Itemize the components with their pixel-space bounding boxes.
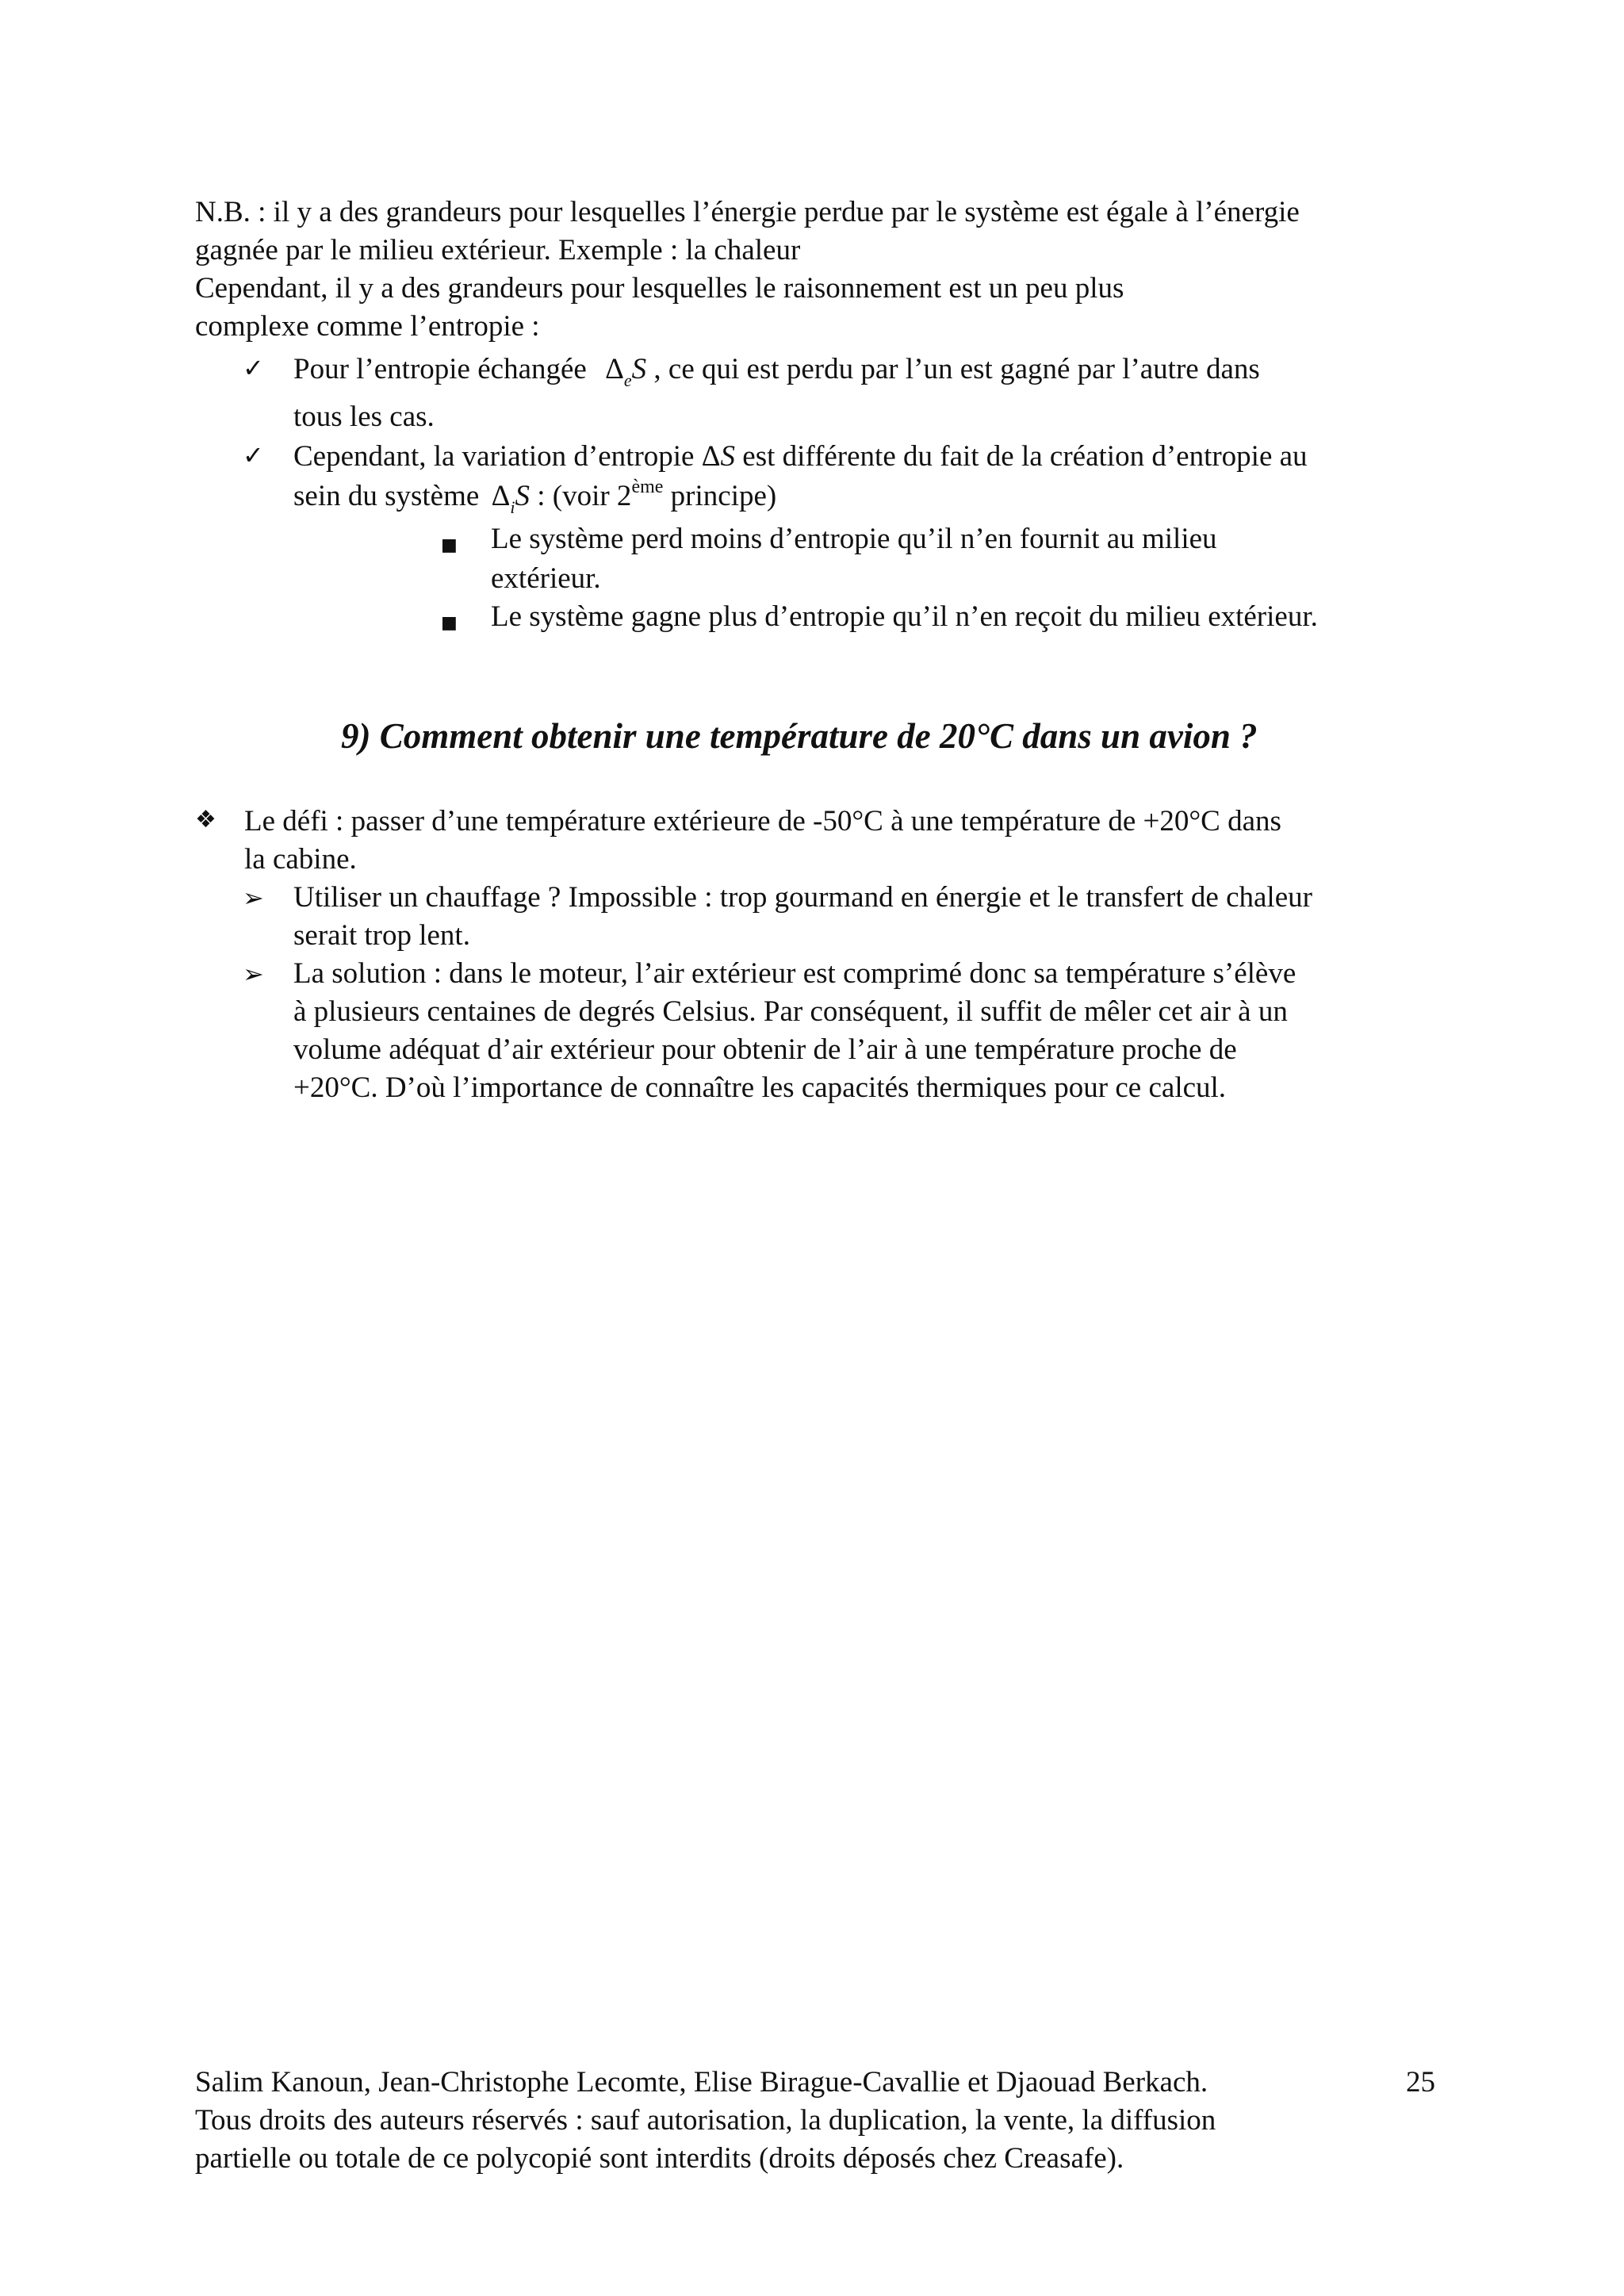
delta-s-formula: [702, 440, 735, 473]
delta-e-s-formula: [605, 353, 647, 390]
check-item-2-line-2-mid: : (voir 2: [529, 480, 632, 512]
defi-line-1: Le défi : passer d’une température extérieure de -50°C à une température de +20°C dans: [244, 805, 1281, 838]
arrow-item-2-line-3: volume adéquat d’air extérieur pour obtenir de l’air à une température proche de: [293, 1033, 1237, 1066]
footer-line-2: Tous droits des auteurs réservés : sauf autorisation, la duplication, la vente, la diffusion: [195, 2104, 1216, 2137]
superscript-eme: ème: [631, 477, 664, 497]
formula-variable: S: [515, 480, 530, 512]
arrow-item-2-line-4: +20°C. D’où l’importance de connaître les capacités thermiques pour ce calcul.: [293, 1071, 1227, 1104]
delta-symbol: Δ: [701, 440, 721, 473]
arrow-item-1-line-2: serait trop lent.: [293, 919, 470, 952]
formula-subscript: i: [510, 497, 515, 517]
nb-line-1: N.B. : il y a des grandeurs pour lesquelles l’énergie perdue par le système est égale à l’énergie: [195, 196, 1300, 228]
delta-i-s-formula: [491, 480, 530, 517]
arrow-item-1-line-1: Utiliser un chauffage ? Impossible : trop gourmand en énergie et le transfert de chaleur: [293, 881, 1312, 914]
arrow-bullet-icon: ➢: [243, 959, 264, 989]
defi-line-2: la cabine.: [244, 843, 357, 876]
square-item-2-line-1: Le système gagne plus d’entropie qu’il n’en reçoit du milieu extérieur.: [491, 600, 1318, 633]
formula-variable: S: [720, 440, 736, 473]
formula-subscript: e: [623, 370, 632, 390]
delta-symbol: Δ: [605, 353, 624, 385]
section-heading: 9) Comment obtenir une température de 20°C dans un avion ?: [341, 716, 1258, 756]
nb-line-4: complexe comme l’entropie :: [195, 310, 540, 343]
square-bullet-icon: ■: [441, 535, 458, 555]
delta-symbol: Δ: [491, 480, 511, 512]
check-item-2-line-2: [293, 477, 776, 519]
check-item-2-line-1: [293, 438, 1308, 476]
check-item-2-text-before: Cependant, la variation d’entropie: [293, 440, 702, 473]
check-item-2-line-2-before: sein du système: [293, 480, 487, 512]
check-item-1-text-before: Pour l’entropie échangée: [293, 353, 595, 385]
arrow-bullet-icon: ➢: [243, 883, 264, 913]
footer-line-3: partielle ou totale de ce polycopié sont interdits (droits déposés chez Creasafe).: [195, 2142, 1124, 2175]
square-bullet-icon: ■: [441, 613, 458, 633]
formula-variable: S: [631, 353, 647, 385]
footer-line-1: Salim Kanoun, Jean-Christophe Lecomte, Elise Birague-Cavallie et Djaouad Berkach.: [195, 2066, 1208, 2099]
check-item-2-text-after: est différente du fait de la création d’entropie au: [735, 440, 1308, 473]
square-item-1-line-1: Le système perd moins d’entropie qu’il n’en fournit au milieu: [491, 523, 1217, 555]
nb-line-2: gagnée par le milieu extérieur. Exemple : la chaleur: [195, 234, 801, 266]
arrow-item-2-line-2: à plusieurs centaines de degrés Celsius. Par conséquent, il suffit de mêler cet air à un: [293, 995, 1288, 1028]
check-item-2-line-2-after: principe): [663, 480, 777, 512]
check-item-1-text-after: , ce qui est perdu par l’un est gagné par l’autre dans: [653, 353, 1260, 385]
diamond-bullet-icon: ❖: [195, 806, 216, 834]
checkmark-icon: ✓: [243, 353, 264, 383]
check-item-1-line-2: tous les cas.: [293, 401, 435, 433]
arrow-item-2-line-1: La solution : dans le moteur, l’air extérieur est comprimé donc sa température s’élève: [293, 957, 1297, 990]
nb-line-3: Cependant, il y a des grandeurs pour lesquelles le raisonnement est un peu plus: [195, 272, 1124, 305]
square-item-1-line-2: extérieur.: [491, 562, 601, 595]
check-item-1-line-1: [293, 351, 1260, 392]
checkmark-icon: ✓: [243, 440, 264, 470]
page-number: 25: [1406, 2066, 1435, 2099]
